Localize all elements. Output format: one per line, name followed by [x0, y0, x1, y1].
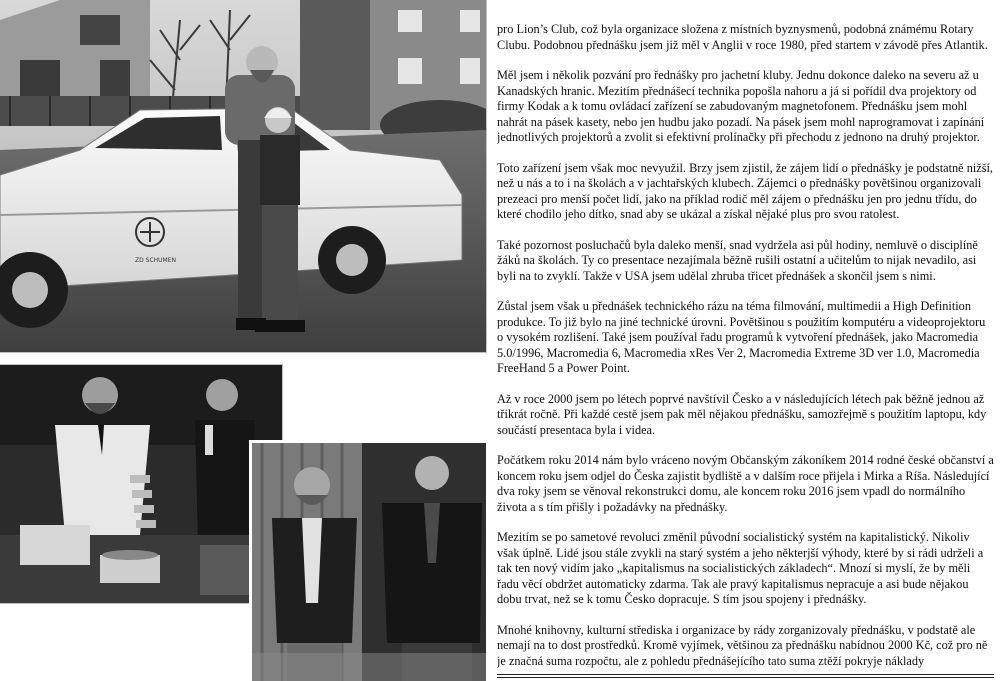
lecture-photo-illustration [0, 365, 282, 603]
article-paragraph: pro Lion’s Club, což byla organizace složena z místních byznysmenů, podobná známému Rotary Clubu. Podobnou přednášku jsem již měl v Anglii v roce 1980, před startem v závodě přes Atlantik. [497, 22, 988, 52]
photo-man-boy-car [0, 0, 486, 352]
article-text-column [497, 22, 994, 672]
article-paragraph: Také pozornost posluchačů byla daleko menší, snad vydržela asi půl hodiny, nemluvě o disciplíně žáků na školách. Ty co presentace nezajímala běžně rušili ostatní a učitelům to nijak nevadilo, asi byli na to zvyklí. Takže v USA jsem udělal zhruba třicet přednášek a skončil jsem s nimi. [497, 237, 978, 283]
article-paragraph: Měl jsem i několik pozvání pro řednášky pro jachetní kluby. Jednu dokonce daleko na severu až u Kanadských hranic. Mezitím přednášecí technika popošla nahoru a já si pořídil dva projektory od firmy Kodak a k tomu ovládací zařízení se zabudovaným magnetofonem. Přednášku jsem mohl nahrát na pásek kasety, nebo jen hudbu jako pozadí. Na pásek jsem mohl naprogramovat i zapínání jednotlivých projektorů a zvolit si efektivní prolínačky při přechodu z jednono na druhý projektor. [497, 68, 985, 144]
car-photo-illustration [0, 0, 486, 352]
photo-lecture-projectors [0, 365, 282, 603]
article-paragraph: Toto zařízení jsem však moc nevyužil. Brzy jsem zjistil, že zájem lidí o přednášky je podstatně nižší, než u nás a to i na školách a v jachtařských klubech. Zájemci o přednášky povětšinou organizovali prezeaci pro menší počet lidí, jako na příklad rodič měl zájem o přednášku jen pro jednu třídu, do které chodilo jeho dítko, snad aby se ukázal a získal nějaké plus pro svou ratolest. [497, 160, 994, 221]
bottom-rule [497, 677, 994, 678]
article-paragraph: Počátkem roku 2014 nám bylo vráceno novým Občanským zákoníkem 2014 rodné české občanství a koncem roku jsem odjel do Česka zajistit bydliště a v dalším roce přijela i Mirka a Ríša. Následující dva roky jsem se věnoval rekonstrukci domu, ale koncem roku 2016 jsem vpadl do normálního života a s tím přišly i požadávky na přednášky. [497, 453, 994, 514]
photo-two-men [252, 443, 486, 681]
article-paragraph: Mezitím se po sametové revoluci změnil původní socialistický systém na kapitalistický. Nikoliv však úplně. Lidé jsou stále zvykli na starý systém a jeho některjší výhody, které by si rádi udrželi a tak ten nový vidím jako „kapitalismus na socialistických základech“. Mnozí si myslí, že by měli řadu věcí obdržet automaticky zdarma. Tak ale pravý kapitalismus nepracuje a asi bude nějakou dobu trvat, než se k tomu Česko dopracuje. S tím jsou spojeny i přednášky. [497, 530, 984, 606]
article-paragraph: Mnohé knihovny, kulturní střediska i organizace by rády zorganizovaly přednášku, v podstatě ale nemají na to dost prostředků. Kromě vyjímek, většinou za přednášku nabídnou 2000 Kč, což pro ně je značná suma rozpočtu, ale z pohledu přednášejícího tato suma ztěží pokryje náklady [497, 622, 988, 668]
article-paragraph: Až v roce 2000 jsem po létech poprvé navštívil Česko a v následujících létech pak běžně jednou až třikrát ročně. Při každé cestě jsem pak měl nějakou přednášku, samozřejmě s použitím laptopu, kdy součástí presentaca byla i videa. [497, 391, 987, 437]
bottom-rule [497, 674, 994, 675]
car-door-text: ZD SCHUMEN [135, 257, 176, 264]
article-paragraph: Zůstal jsem však u přednášek technického rázu na téma filmování, multimedii a High Definition produkce. To již bylo na jiné technické úrovni. Povětšinou s použitím komputéru a videoprojektoru o vysokém rozlišení. Také jsem používal řadu programů k vytvoření přednášek, jako Macromedia 5.0/1996, Macromedia 6, Macromedia xRes Ver 2, Macromedia Extreme 3D ver 1.0, Macromedia FreeHand 5 a Power Point. [497, 299, 986, 375]
men-photo-illustration [252, 443, 486, 681]
